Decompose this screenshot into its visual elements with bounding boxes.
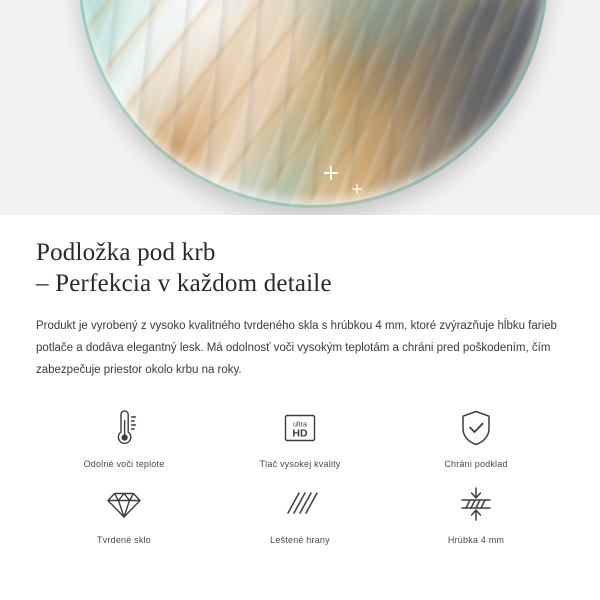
feature-item-protection	[388, 407, 564, 469]
feature-label: Hrúbka 4 mm	[447, 535, 505, 545]
svg-text:ultra: ultra	[293, 419, 307, 429]
feature-label: Tlač vysokej kvality	[259, 459, 341, 469]
hero-image-area	[0, 0, 600, 215]
feature-label: Odolné voči teplote	[83, 459, 165, 469]
thickness-arrows-icon	[456, 483, 496, 525]
ultra-hd-icon	[280, 407, 320, 449]
feature-item-polished-edges	[212, 483, 388, 545]
feature-item-print-quality	[212, 407, 388, 469]
diamond-icon	[104, 483, 144, 525]
headline-line-2: – Perfekcia v každom detaile	[36, 270, 332, 297]
product-image	[78, 0, 548, 208]
polished-edges-icon	[279, 483, 321, 525]
feature-item-thickness	[388, 483, 564, 545]
headline-line-1: Podložka pod krb	[36, 239, 216, 266]
marble-vein-layer-dark	[78, 0, 548, 208]
description-paragraph: Produkt je vyrobený z vysoko kvalitného tvrdeného skla s hrúbkou 4 mm, ktoré zvýrazňuje hĺbku farieb potlače a dodáva elegantný lesk. Má odolnosť voči vysokým teplotám a chráni pred poškodením, čím zabezpečuje priestor okolo krbu na roky.	[36, 320, 557, 376]
feature-label: Chráni podklad	[444, 459, 508, 469]
feature-item-temperature	[36, 407, 212, 469]
feature-label: Tvrdené sklo	[97, 535, 151, 545]
feature-grid	[36, 407, 564, 545]
page-title	[36, 237, 564, 299]
marble-glass-disc	[78, 0, 548, 208]
content-area	[0, 215, 600, 545]
feature-label: Leštené hrany	[270, 535, 330, 545]
shield-check-icon	[458, 407, 494, 449]
feature-item-tempered-glass	[36, 483, 212, 545]
thermometer-icon	[107, 407, 141, 449]
svg-text:HD: HD	[292, 427, 308, 440]
